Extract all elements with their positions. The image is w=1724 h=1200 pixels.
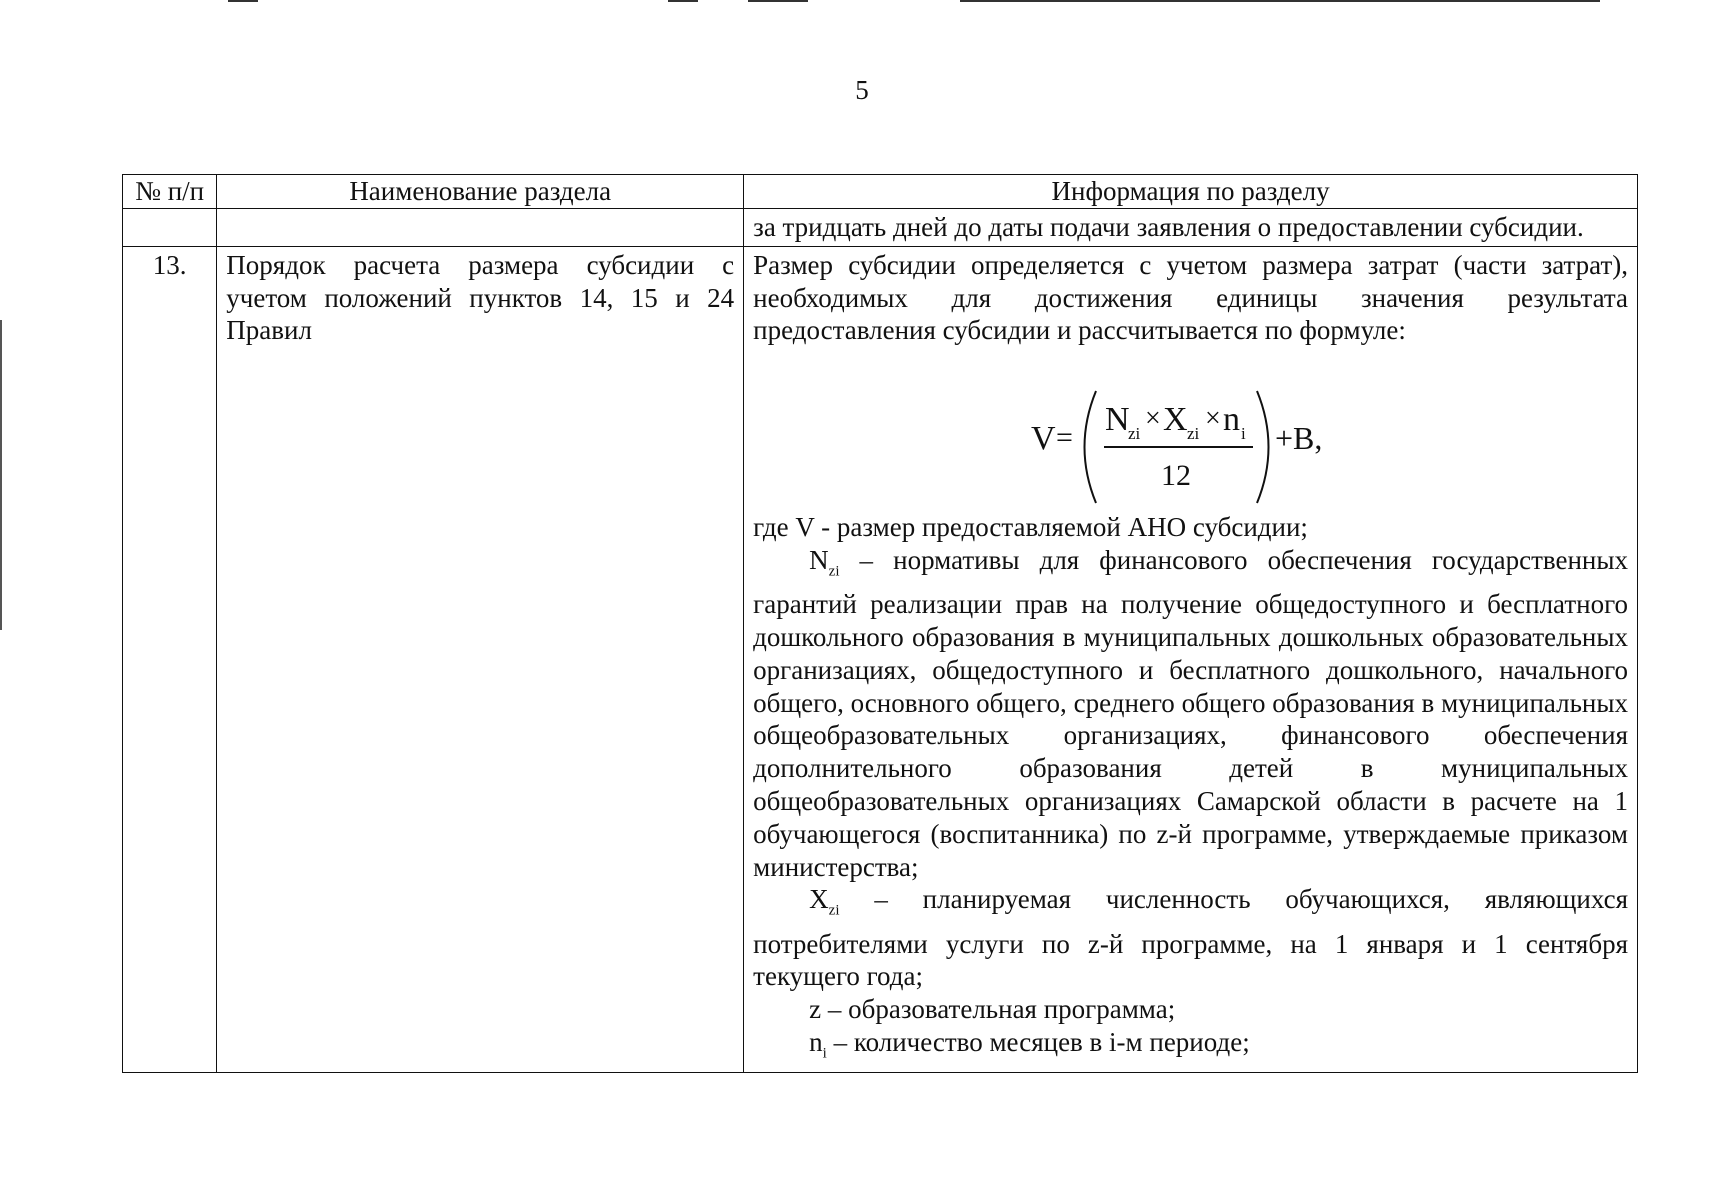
header-name: Наименование раздела [217,175,744,209]
X-symbol: X [809,884,829,915]
formula-X-sub: zi [1187,424,1200,444]
left-paren [1085,391,1097,503]
formula-svg [753,347,1625,511]
n-definition [753,1026,1628,1070]
cell-num: 13. [123,246,217,1072]
header-num: № п/п [123,175,217,209]
formula-n: n [1223,401,1241,439]
header-info: Информация по разделу [744,175,1638,209]
continuation-text: за тридцать дней до даты подачи заявления о предоставлении субсидии. [753,212,1584,242]
section-table [122,174,1638,1073]
scan-edge-line [960,0,1600,2]
table-row-13 [123,246,1638,1072]
table-row-continuation [123,209,1638,247]
N-subscript: zi [828,563,840,580]
formula-lhs: V [1031,420,1056,458]
z-definition: z – образовательная программа; [809,994,1176,1025]
formula-n-sub: i [1241,424,1246,444]
formula-N: N [1105,401,1130,439]
formula-times-1: × [1145,403,1161,435]
table-header-row [123,175,1638,209]
formula-equals: = [1056,421,1074,455]
formula-N-sub: zi [1128,424,1141,444]
right-paren [1257,391,1269,503]
cell-info [744,209,1638,247]
N-symbol: N [809,544,829,575]
scan-edge-line [748,0,808,2]
section-name: Порядок расчета размера субсидии с учетом положений пунктов 14, 15 и 24 Правил [226,249,735,346]
cell-name [217,209,744,247]
N-definition [753,544,1628,883]
N-text: – нормативы для финансового обеспечения государственных гарантий реализации прав на получение общедоступного и бесплатного дошкольного образования в муниципальных дошкольных образовательных организациях, общедоступного и бесплатного дошкольного, начального общего, основного общего, среднего общего образования в муниципальных общеобразовательных организациях, финансового обеспечения дополнительного образования детей в муниципальных общеобразовательных организациях Самарской области в расчете на 1 обучающегося (воспитанника) по z-й программе, утверждаемые приказом министерства; [753,544,1628,882]
n-symbol: n [809,1026,823,1057]
cell-info [744,246,1638,1072]
cell-name [217,246,744,1072]
intro-paragraph: Размер субсидии определяется с учетом размера затрат (части затрат), необходимых для достижения единицы значения результата предоставления субсидии и рассчитывается по формуле: [753,249,1628,346]
n-subscript: i [822,1045,827,1062]
where-V-line: где V - размер предоставляемой АНО субсидии; [753,512,1308,543]
scan-edge-line [228,0,258,2]
X-subscript: zi [828,902,840,919]
page-number: 5 [855,75,869,105]
X-definition [753,883,1628,993]
formula-X: X [1163,401,1188,439]
scan-edge-line [668,0,698,2]
formula-times-2: × [1205,403,1221,435]
cell-num [123,209,217,247]
scan-edge-mark [0,320,2,630]
formula-block [753,347,1628,511]
n-text: – количество месяцев в i-м периоде; [826,1026,1250,1057]
X-text: – планируемая численность обучающихся, являющихся потребителями услуги по z-й программе, на 1 января и 1 сентября текущего года; [753,884,1628,992]
formula-tail: +B, [1275,420,1323,457]
formula-denominator: 12 [1161,459,1192,493]
